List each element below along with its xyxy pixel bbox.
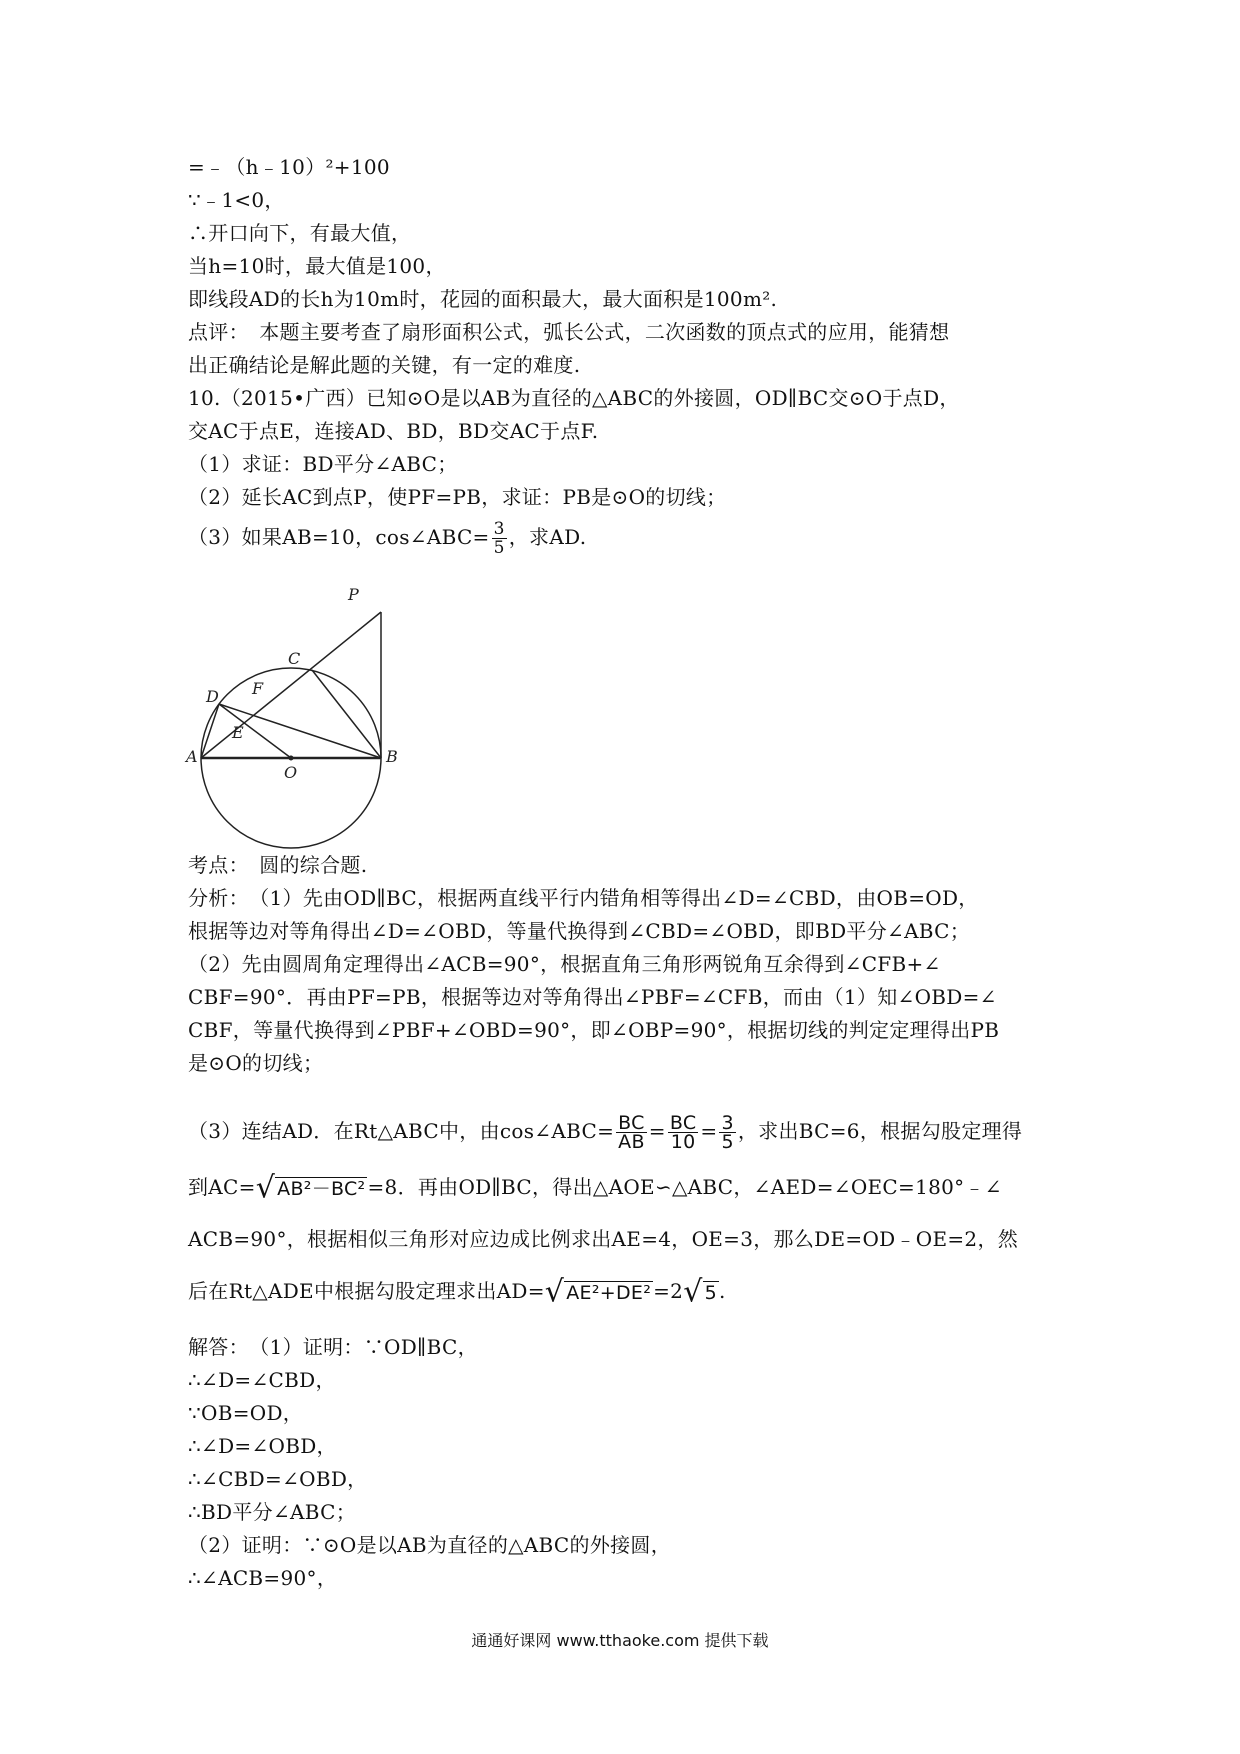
analysis-text-a: 到AC= (188, 1175, 256, 1199)
question-2: （2）延长AC到点P，使PF=PB，求证：PB是⊙O的切线； (188, 485, 727, 509)
analysis-text-b: =8．再由OD∥BC，得出△AOE∽△ABC，∠AED=∠OEC=180°﹣∠ (367, 1175, 1002, 1199)
segment-ap (201, 612, 381, 758)
solution-line: ∴∠CBD=∠OBD， (188, 1467, 368, 1491)
label-a: A (186, 747, 198, 766)
label-e: E (232, 723, 244, 742)
fraction-denominator: 10 (670, 1131, 696, 1153)
page-footer: 通通好课网 www.tthaoke.com 提供下载 (471, 1631, 769, 1650)
solution-line: ∴∠ACB=90°， (188, 1566, 338, 1590)
text-line: =﹣（h﹣10）²+100 (188, 155, 390, 179)
label-p: P (348, 585, 359, 604)
analysis-line: （2）先由圆周角定理得出∠ACB=90°，根据直角三角形两锐角互余得到∠CFB+∠ (188, 952, 941, 976)
fraction (668, 1114, 699, 1151)
equals-sign: = (648, 1119, 666, 1143)
solution-line: （2）证明：∵⊙O是以AB为直径的△ABC的外接圆， (188, 1533, 672, 1557)
text-line: ∴开口向下，有最大值， (188, 221, 412, 245)
fraction (719, 1114, 735, 1151)
analysis-line: 根据等边对等角得出∠D=∠OBD，等量代换得到∠CBD=∠OBD，即BD平分∠ABC； (188, 919, 971, 943)
solution-line: ∵OB=OD， (188, 1401, 304, 1425)
label-c: C (288, 649, 301, 668)
comment-line: 出正确结论是解此题的关键，有一定的难度. (188, 353, 581, 377)
text-line: ∵﹣1<0， (188, 188, 285, 212)
analysis-line: CBF=90°．再由PF=PB，根据等边对等角得出∠PBF=∠CFB，而由（1）知∠OBD=∠ (188, 985, 997, 1009)
q3-text-a: （3）如果AB=10，cos∠ABC= (188, 525, 490, 549)
equals-sign: = (700, 1119, 718, 1143)
label-d: D (206, 687, 219, 706)
fraction-numerator: BC (669, 1112, 697, 1134)
analysis-text-b: ，求出BC=6，根据勾股定理得 (737, 1119, 1023, 1143)
fraction-numerator: 3 (493, 519, 505, 539)
analysis-line: CBF，等量代换得到∠PBF+∠OBD=90°，即∠OBP=90°，根据切线的判定定理得出PB (188, 1018, 1000, 1042)
fraction (616, 1114, 647, 1151)
text-line: 即线段AD的长h为10m时，花园的面积最大，最大面积是100m². (188, 287, 778, 311)
analysis-text-b: =2 (653, 1279, 684, 1303)
fraction-numerator: BC (616, 1114, 647, 1133)
text-line: 当h=10时，最大值是100， (188, 254, 446, 278)
analysis-text-c: . (719, 1279, 726, 1303)
segment-cb (312, 670, 381, 758)
radicand: 5 (704, 1281, 718, 1304)
label-b: B (386, 747, 398, 766)
fraction-denominator: 5 (493, 538, 505, 558)
solution-line: ∴∠D=∠OBD， (188, 1434, 337, 1458)
label-f: F (252, 679, 264, 698)
square-root: √ AB²－BC² (255, 1170, 366, 1206)
question-1: （1）求证：BD平分∠ABC； (188, 452, 458, 476)
fraction (492, 520, 507, 557)
problem-title: 10.（2015•广西）已知⊙O是以AB为直径的△ABC的外接圆，OD∥BC交⊙O于点D， (188, 386, 960, 410)
analysis-text-a: 后在Rt△ADE中根据勾股定理求出AD= (188, 1279, 545, 1303)
fraction-numerator: 3 (721, 1112, 734, 1134)
q3-text-b: ，求AD. (508, 525, 587, 549)
analysis-line: 是⊙O的切线； (188, 1051, 324, 1075)
analysis-line: ACB=90°，根据相似三角形对应边成比例求出AE=4，OE=3，那么DE=OD﹣OE=2，然 (188, 1227, 1019, 1251)
radicand: AB²－BC² (277, 1177, 366, 1200)
analysis-line (188, 1274, 726, 1310)
center-point (289, 756, 294, 761)
radicand: AE²+DE² (566, 1281, 652, 1304)
geometry-figure (180, 578, 440, 858)
solution-line: ∴BD平分∠ABC； (188, 1500, 357, 1524)
fraction-denominator: AB (618, 1131, 645, 1153)
solution-line: ∴∠D=∠CBD， (188, 1368, 336, 1392)
key-point-line: 考点： 圆的综合题. (188, 853, 368, 877)
label-o: O (284, 763, 298, 782)
solution-line: 解答： （1）证明：∵OD∥BC， (188, 1335, 478, 1359)
segment-do (219, 704, 291, 758)
analysis-line (188, 1114, 1022, 1151)
problem-text: 交AC于点E，连接AD、BD，BD交AC于点F. (188, 419, 599, 443)
square-root: √ AE²+DE² (544, 1274, 652, 1310)
square-root: √ 5 (683, 1274, 718, 1310)
fraction-denominator: 5 (721, 1131, 734, 1153)
analysis-line: 分析： （1）先由OD∥BC，根据两直线平行内错角相等得出∠D=∠CBD，由OB=OD， (188, 886, 979, 910)
question-3 (188, 520, 586, 557)
analysis-line (188, 1170, 1002, 1206)
comment-line: 点评： 本题主要考查了扇形面积公式，弧长公式，二次函数的顶点式的应用，能猜想 (188, 320, 950, 344)
analysis-text-a: （3）连结AD．在Rt△ABC中，由cos∠ABC= (188, 1119, 615, 1143)
